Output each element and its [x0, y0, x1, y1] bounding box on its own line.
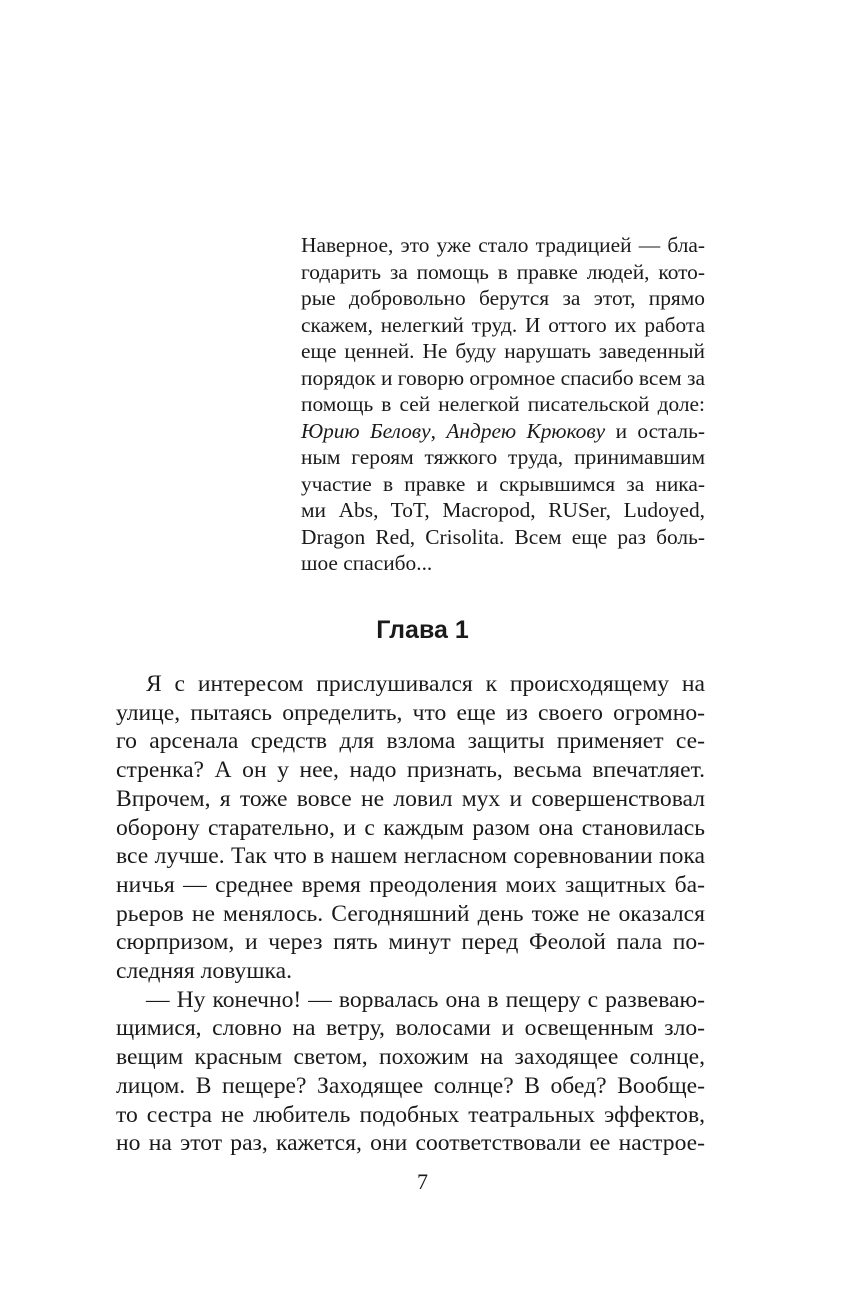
body-line: ничья — среднее время преодоления моих защитных ба-	[116, 871, 705, 898]
ack-line: ным героям тяжкого труда, принимавшим	[301, 445, 705, 469]
ack-line: рые добровольно берутся за этот, прямо	[301, 286, 705, 310]
ack-line-names	[301, 418, 705, 445]
ack-line: шое спасибо...	[301, 551, 433, 575]
body-line: Я с интересом прислушивался к происходящему на	[146, 671, 705, 697]
ack-line: ми Abs, ToT, Macropod, RUSer, Ludoyed,	[301, 498, 705, 522]
names-tail: и осталь-	[605, 418, 705, 443]
body-line: щимися, словно на ветру, волосами и освещенным зло-	[116, 1015, 705, 1042]
body-line: — Ну конечно! — ворвалась она в пещеру с развеваю-	[146, 986, 705, 1013]
body-line: вещим красным светом, похожим на заходящее солнце,	[116, 1044, 705, 1071]
body-line: лицом. В пещере? Заходящее солнце? В обед? Вообще-	[116, 1072, 705, 1099]
chapter-body	[116, 670, 705, 1158]
body-line: следняя ловушка.	[116, 958, 292, 985]
ack-line: помощь в сей нелегкой писательской доле:	[301, 392, 705, 416]
name-belov: Юрию Белову	[301, 418, 431, 443]
page-number: 7	[417, 1169, 428, 1194]
body-line: сюрпризом, и через пять минут перед Феолой пала по-	[116, 929, 705, 956]
name-separator: ,	[430, 418, 447, 443]
body-line: го арсенала средств для взлома защиты применяет се-	[116, 728, 705, 755]
ack-line: Наверное, это уже стало традицией — бла-	[301, 233, 705, 257]
acknowledgements-block	[301, 232, 705, 577]
body-line: стренка? А он у нее, надо признать, весьма впечатляет.	[116, 757, 705, 784]
chapter-title: Глава 1	[376, 616, 469, 644]
body-line: Впрочем, я тоже вовсе не ловил мух и совершенствовал	[116, 785, 705, 812]
body-line: все лучше. Так что в нашем негласном соревновании пока	[116, 843, 705, 870]
body-line: но на этот раз, кажется, они соответствовали ее настрое-	[116, 1130, 705, 1157]
name-kryukov: Андрею Крюкову	[446, 418, 606, 443]
ack-line: порядок и говорю огромное спасибо всем за	[301, 365, 705, 390]
body-line: оборону старательно, и с каждым разом она становилась	[116, 814, 705, 841]
ack-line: годарить за помощь в правке людей, кото-	[301, 259, 705, 284]
ack-line: скажем, нелегкий труд. И оттого их работа	[301, 312, 705, 337]
body-line: то сестра не любитель подобных театральных эффектов,	[116, 1101, 705, 1128]
ack-line: Dragon Red, Crisolita. Всем еще раз боль-	[301, 524, 705, 549]
body-line: улице, пытаясь определить, что еще из своего огромно-	[116, 699, 705, 726]
ack-line: участие в правке и скрывшимся за ника-	[301, 471, 705, 496]
ack-line: еще ценней. Не буду нарушать заведенный	[301, 339, 705, 363]
body-line: рьеров не менялось. Сегодняшний день тоже не оказался	[116, 900, 705, 927]
